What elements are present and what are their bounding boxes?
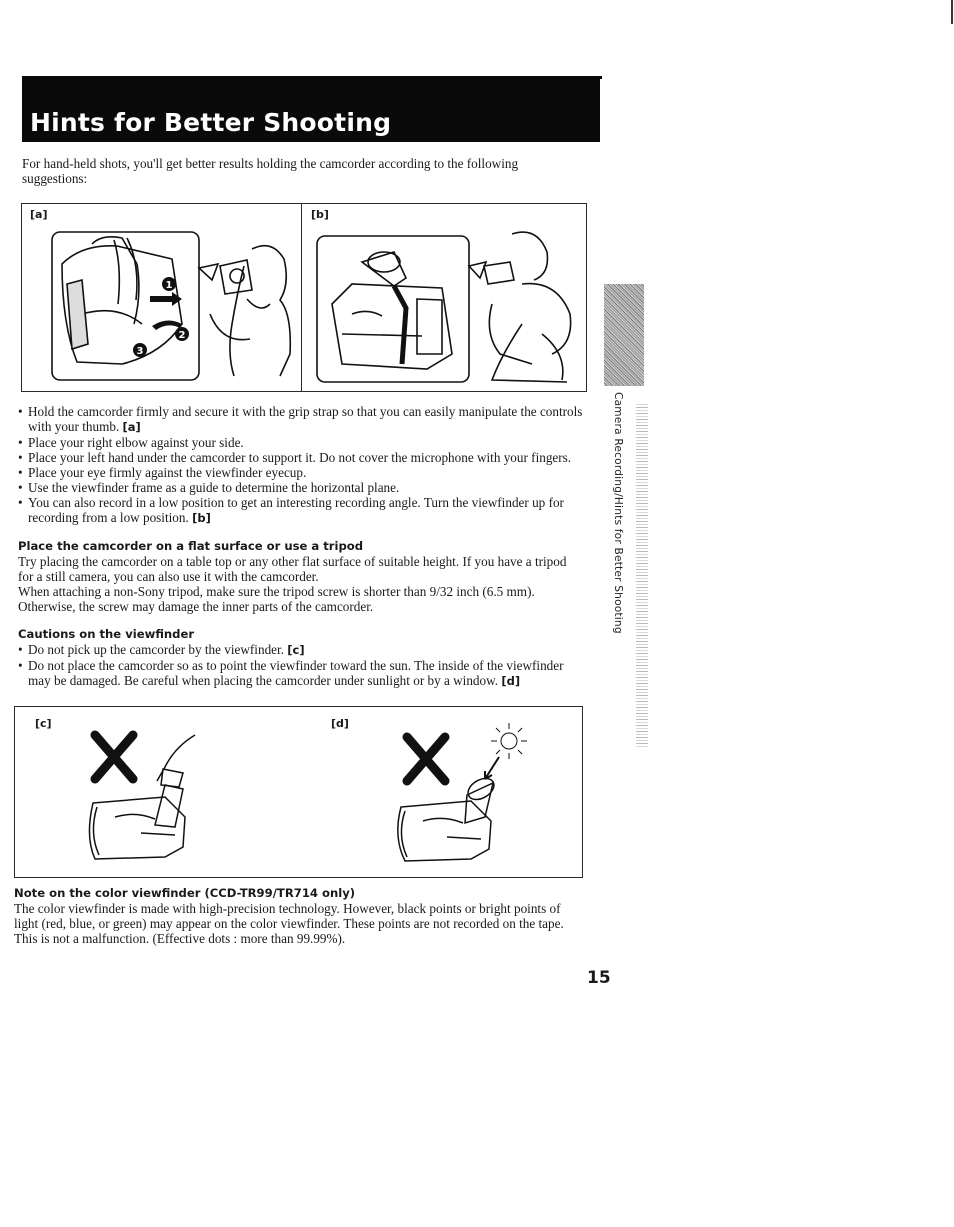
intro-paragraph: For hand-held shots, you'll get better results holding the camcorder according to the following suggestions: <box>22 156 519 186</box>
page-edge-strip <box>636 404 648 749</box>
step-marker-1 <box>162 277 176 291</box>
section-side-label: Camera Recording/Hints for Better Shooting <box>612 392 624 634</box>
figure-cd <box>14 706 583 878</box>
figure-label-c: [c] <box>35 717 52 730</box>
page-title: Hints for Better Shooting <box>30 108 392 137</box>
figure-b-illustration <box>317 232 571 382</box>
arrow-icon <box>485 757 499 779</box>
figure-label-d: [d] <box>331 717 349 730</box>
step-marker-2 <box>175 327 189 341</box>
prohibited-x-icon <box>95 735 133 779</box>
cautions-heading: Cautions on the viewfinder <box>18 627 195 641</box>
tripod-paragraph-2: When attaching a non-Sony tripod, make sure the tripod screw is shorter than 9/32 inch (6.5 mm). Otherwise, the screw may damage the inner parts of the camcorder. <box>18 584 535 614</box>
hint-item: • Use the viewfinder frame as a guide to determine the horizontal plane. <box>18 480 590 495</box>
note-paragraph: The color viewfinder is made with high-precision technology. However, black points or bright points of light (red, blue, or green) may appear on the color viewfinder. These points are not recorded on the tape. This is not a malfunction. (Effective dots : more than 99.99%). <box>14 901 564 946</box>
banner-tick <box>586 76 602 79</box>
curved-arrow-icon <box>152 320 182 330</box>
hint-item: • Hold the camcorder firmly and secure it with the grip strap so that you can easily manipulate the controls with your thumb. [a] <box>18 404 590 435</box>
step-marker-3 <box>133 343 147 357</box>
figure-a-illustration <box>22 204 582 391</box>
note-heading: Note on the color viewfinder (CCD-TR99/TR714 only) <box>14 886 356 900</box>
svg-text:2: 2 <box>178 330 186 341</box>
figure-cd-illustration <box>15 707 582 877</box>
caution-item: • Do not place the camcorder so as to point the viewfinder toward the sun. The inside of the viewfinder may be damaged. Be careful when placing the camcorder under sunlight or by a window. [d] <box>18 658 578 689</box>
title-banner <box>22 76 600 142</box>
figure-b-inset <box>317 236 469 382</box>
caution-item: • Do not pick up the camcorder by the viewfinder. [c] <box>18 642 578 658</box>
page-edge-mark <box>951 0 953 24</box>
camcorder-pointing-at-sun <box>398 774 498 861</box>
hint-item: • You can also record in a low position to get an interesting recording angle. Turn the viewfinder up for recording from a low position. [b] <box>18 495 590 526</box>
figure-ab <box>21 203 587 392</box>
prohibited-x-icon <box>407 737 445 781</box>
figure-label-a: [a] <box>30 208 48 221</box>
svg-text:3: 3 <box>136 346 144 357</box>
figure-label-b: [b] <box>311 208 329 221</box>
sun-icon <box>491 723 527 759</box>
tripod-heading: Place the camcorder on a flat surface or use a tripod <box>18 539 364 553</box>
hint-item: • Place your right elbow against your side. <box>18 435 590 450</box>
page-number: 15 <box>587 968 611 988</box>
svg-text:1: 1 <box>165 280 173 291</box>
hint-item: • Place your eye firmly against the viewfinder eyecup. <box>18 465 590 480</box>
cautions-list <box>18 642 578 689</box>
hint-item: • Place your left hand under the camcorder to support it. Do not cover the microphone with your fingers. <box>18 450 590 465</box>
tripod-paragraph-1: Try placing the camcorder on a table top or any other flat surface of suitable height. If you have a tripod for a still camera, you can also use it with the camcorder. <box>18 554 567 584</box>
hints-list <box>18 404 590 526</box>
section-tab-marker <box>604 284 644 386</box>
